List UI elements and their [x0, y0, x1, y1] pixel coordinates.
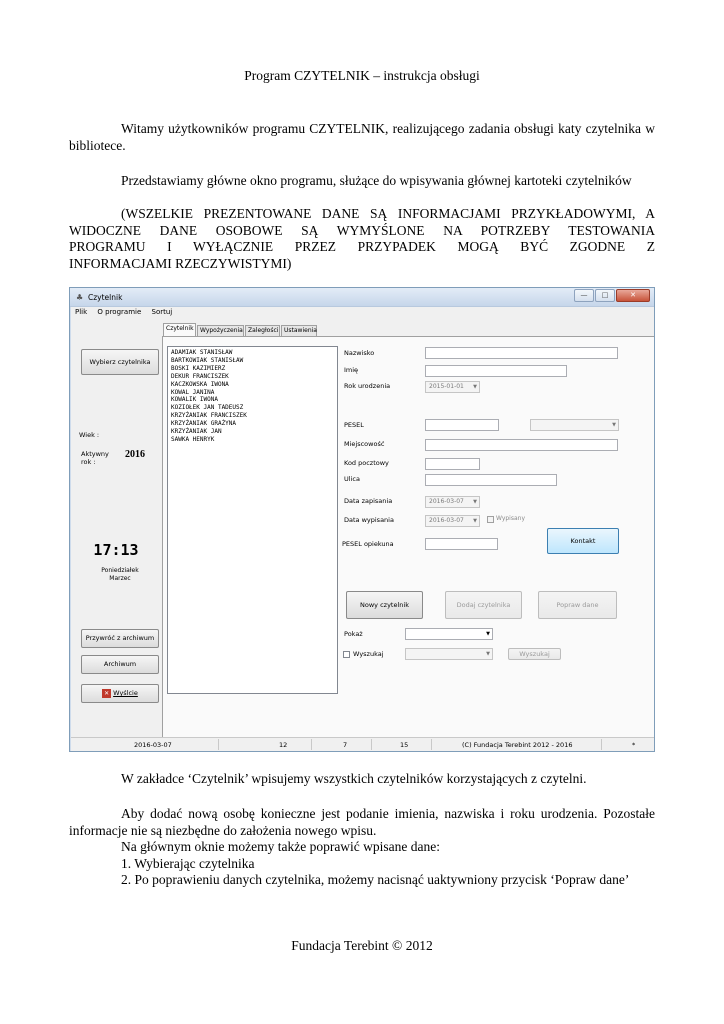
reader-list[interactable]	[167, 346, 338, 694]
window-client-area	[71, 319, 655, 739]
birth-year-label: Rok urodzenia	[344, 382, 391, 390]
list-item[interactable]: BOSKI KAZIMIERZ	[171, 364, 226, 372]
list-item-1: 1. Wybierając czytelnika	[121, 856, 255, 871]
active-year-label-1: Aktywny	[81, 450, 109, 458]
show-label: Pokaż	[344, 630, 363, 638]
disclaimer-line-2: WIDOCZNE DANE OSOBOWE SĄ WYMYŚLONE NA POTRZEBY TESTOWANIA	[69, 222, 655, 238]
search-checkbox[interactable]	[343, 651, 350, 658]
list-item[interactable]: KACZKOWSKA IWONA	[171, 380, 229, 388]
guardian-pesel-label: PESEL opiekuna	[342, 540, 394, 548]
page-title: Program CZYTELNIK – instrukcja obsługi	[244, 68, 480, 83]
clock: 17:13	[93, 541, 139, 559]
chevron-down-icon: ▼	[486, 631, 490, 637]
status-marker: *	[632, 741, 636, 749]
chevron-down-icon: ▼	[473, 499, 477, 505]
status-copyright: (C) Fundacja Terebint 2012 - 2016	[462, 741, 573, 749]
search-field-select[interactable]	[405, 648, 493, 660]
active-year-value: 2016	[125, 449, 145, 460]
surname-label: Nazwisko	[344, 349, 375, 357]
list-item[interactable]: KOWALIK IWONA	[171, 396, 218, 404]
logout-icon: ✕	[104, 689, 110, 697]
list-item[interactable]: KRZYŻANIAK GRAŻYNA	[171, 420, 237, 428]
pesel-type-select[interactable]	[530, 419, 619, 431]
close-button[interactable]: ✕	[616, 289, 650, 302]
city-label: Miejscowość	[344, 440, 385, 448]
list-item[interactable]: KOZIOŁEK JAN TADEUSZ	[171, 404, 244, 412]
day-name: Poniedziałek	[101, 567, 139, 574]
disclaimer-paragraph	[69, 206, 655, 272]
minimize-button[interactable]: —	[574, 289, 594, 302]
status-bar	[71, 737, 655, 751]
age-label: Wiek :	[79, 431, 100, 439]
guardian-pesel-input[interactable]	[425, 538, 498, 550]
maximize-button[interactable]: □	[595, 289, 615, 302]
signout-date-label: Data wypisania	[344, 516, 394, 524]
chevron-down-icon: ▼	[486, 651, 490, 657]
list-item[interactable]: KRZYŻANIAK FRANCISZEK	[171, 412, 247, 420]
logout-button[interactable]	[81, 684, 159, 703]
chevron-down-icon: ▼	[612, 422, 616, 428]
list-item[interactable]: SAWKA HENRYK	[171, 435, 215, 443]
status-count-1: 12	[279, 741, 288, 749]
month-name: Marzec	[109, 575, 131, 582]
status-count-3: 15	[400, 741, 409, 749]
signed-out-checkbox[interactable]	[487, 516, 494, 523]
body-paragraph-5: Aby dodać nową osobę konieczne jest podanie imienia, nazwiska i roku urodzenia. Pozostałe informacje nie są niezbędne do założenia nowego wpisu.	[69, 806, 655, 838]
chevron-down-icon: ▼	[473, 384, 477, 390]
menu-bar	[71, 307, 655, 319]
logout-label: Wyślcie	[113, 689, 138, 697]
window-titlebar	[70, 288, 654, 307]
disclaimer-line-3: PROGRAMU I WYŁĄCZNIE PRZEZ PRZYPADEK MOGĄ BYĆ ZGODNE Z	[69, 239, 655, 254]
menu-file[interactable]: Plik	[75, 308, 88, 316]
chevron-down-icon: ▼	[473, 518, 477, 524]
search-label: Wyszukaj	[353, 650, 384, 658]
list-item[interactable]: BARTKOWIAK STANISŁAW	[171, 356, 244, 364]
list-item[interactable]: KRZYŻANIAK JAN	[171, 428, 222, 436]
window-title: Czytelnik	[88, 293, 123, 302]
status-count-2: 7	[343, 741, 348, 749]
list-item-2: 2. Po poprawieniu danych czytelnika, możemy nacisnąć uaktywniony przycisk ‘Popraw dane’	[121, 872, 630, 887]
pesel-input[interactable]	[425, 419, 499, 431]
choose-reader-button[interactable]: Wybierz czytelnika	[81, 349, 159, 375]
list-item[interactable]: DEKUR FRANCISZEK	[171, 372, 229, 380]
app-icon: ♣	[76, 293, 84, 302]
list-item[interactable]: KOWAL JANINA	[171, 388, 215, 396]
disclaimer-line-4: INFORMACJAMI RZECZYWISTYMI)	[69, 255, 292, 271]
active-year-label-2: rok :	[81, 458, 96, 466]
signup-date-picker[interactable]: 2016-03-07 ▼	[425, 496, 480, 508]
intro-paragraph-2: Przedstawiamy główne okno programu, służące do wpisywania głównej kartoteki czytelników	[121, 173, 632, 188]
signout-date-picker[interactable]: 2016-03-07 ▼	[425, 515, 480, 527]
postal-code-label: Kod pocztowy	[344, 459, 389, 467]
new-reader-button[interactable]: Nowy czytelnik	[346, 591, 423, 619]
body-paragraph-4: W zakładce ‘Czytelnik’ wpisujemy wszystkich czytelników korzystających z czytelni.	[121, 771, 587, 786]
pesel-label: PESEL	[344, 421, 364, 429]
status-date: 2016-03-07	[134, 741, 172, 749]
street-input[interactable]	[425, 474, 557, 486]
signup-date-label: Data zapisania	[344, 497, 393, 505]
street-label: Ulica	[344, 475, 360, 483]
fix-data-button[interactable]: Popraw dane	[538, 591, 617, 619]
tab-wypozyczenia[interactable]: Wypożyczenia	[197, 325, 244, 336]
contact-button[interactable]: Kontakt	[547, 528, 619, 554]
menu-about[interactable]: O programie	[97, 308, 142, 316]
page-footer: Fundacja Terebint © 2012	[291, 938, 433, 953]
tab-czytelnik[interactable]: Czytelnik	[163, 323, 196, 336]
menu-sort[interactable]: Sortuj	[151, 308, 173, 316]
intro-paragraph-1: Witamy użytkowników programu CZYTELNIK, realizującego zadania obsługi katy czytelnika w bibliotece.	[69, 121, 655, 153]
city-input[interactable]	[425, 439, 618, 451]
tab-zaleglosci[interactable]: Zaległości	[245, 325, 280, 336]
show-select[interactable]	[405, 628, 493, 640]
archive-button[interactable]: Archiwum	[81, 655, 159, 674]
add-reader-button[interactable]: Dodaj czytelnika	[445, 591, 522, 619]
birth-year-picker[interactable]: 2015-01-01 ▼	[425, 381, 480, 393]
signed-out-label: Wypisany	[496, 515, 526, 522]
app-window-screenshot	[69, 287, 655, 752]
disclaimer-line-1: (WSZELKIE PREZENTOWANE DANE SĄ INFORMACJAMI PRZYKŁADOWYMI, A	[121, 206, 655, 221]
body-paragraph-6: Na głównym oknie możemy także poprawić wpisane dane:	[121, 839, 441, 854]
restore-archive-button[interactable]: Przywróć z archiwum	[81, 629, 159, 648]
list-item[interactable]: ADAMIAK STANISŁAW	[171, 349, 233, 356]
postal-code-input[interactable]	[425, 458, 480, 470]
name-input[interactable]	[425, 365, 567, 377]
name-label: Imię	[344, 366, 359, 374]
search-button[interactable]: Wyszukaj	[508, 648, 561, 660]
surname-input[interactable]	[425, 347, 618, 359]
tab-ustawienia[interactable]: Ustawienia	[281, 325, 317, 336]
